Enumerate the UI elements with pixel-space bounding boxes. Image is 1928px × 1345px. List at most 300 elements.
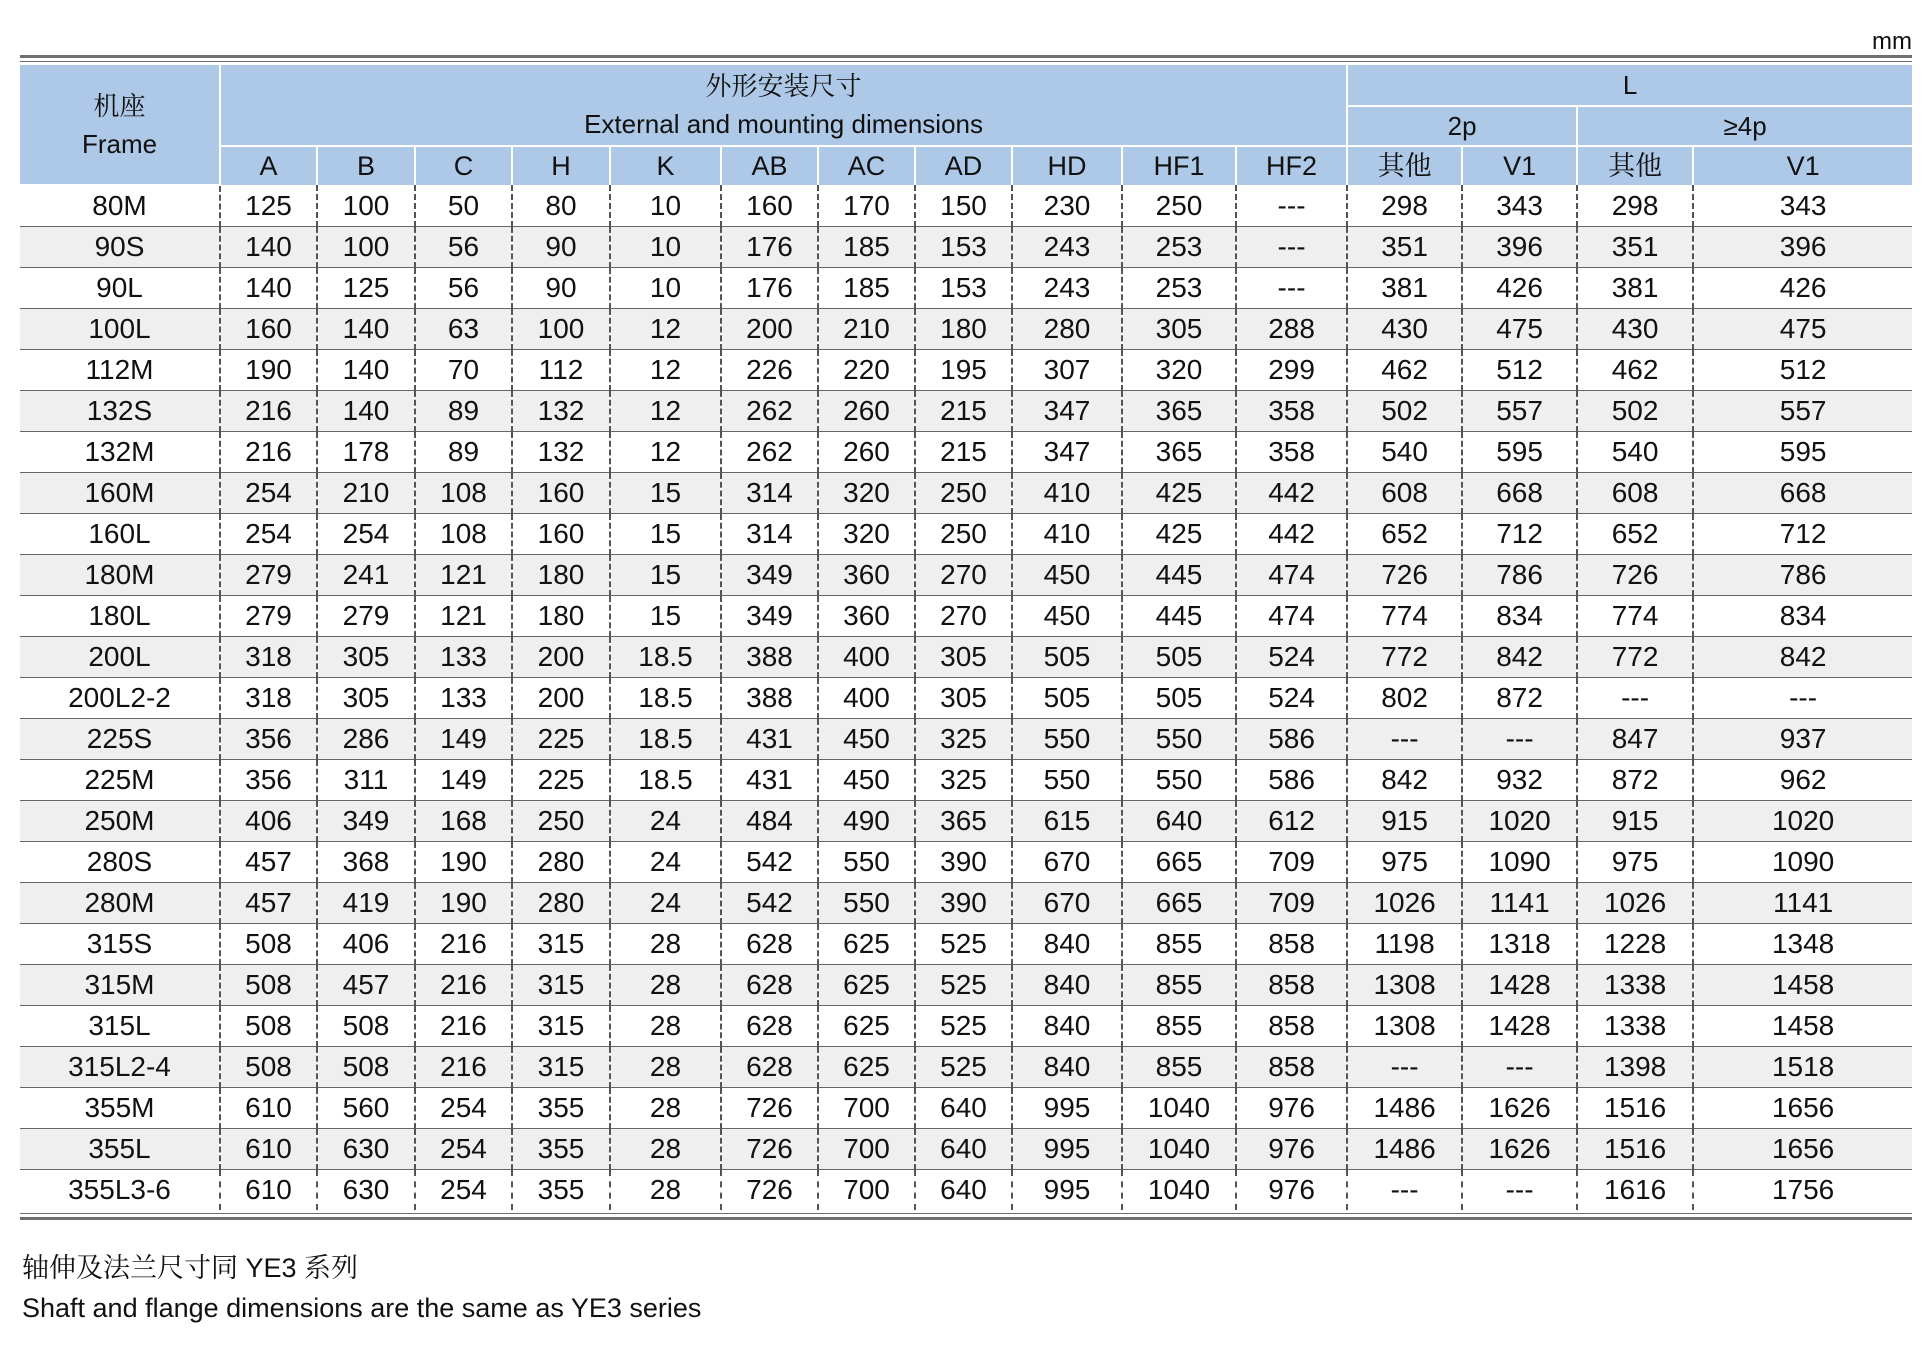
dimension-cell: 112 [512, 350, 610, 391]
dimension-cell: 1338 [1577, 965, 1693, 1006]
dimension-cell: 615 [1012, 801, 1122, 842]
dimension-cell: 318 [220, 678, 317, 719]
dimension-cell: 12 [610, 391, 721, 432]
col-header-a: A [220, 146, 317, 185]
frame-cell: 315L [20, 1006, 220, 1047]
dimension-cell: 442 [1236, 514, 1347, 555]
dimension-cell: 15 [610, 555, 721, 596]
dimension-cell: 670 [1012, 883, 1122, 924]
dimension-cell: 56 [415, 227, 512, 268]
dimension-cell: 550 [818, 842, 915, 883]
dimension-cell: 63 [415, 309, 512, 350]
table-row [20, 555, 1912, 596]
dimension-cell: 1626 [1462, 1129, 1577, 1170]
dimension-cell: 915 [1577, 801, 1693, 842]
dimension-cell: 185 [818, 227, 915, 268]
dimension-cell: 305 [915, 678, 1012, 719]
dimension-cell: 358 [1236, 432, 1347, 473]
dimension-cell: 320 [1122, 350, 1236, 391]
dimension-cell: 288 [1236, 309, 1347, 350]
dimension-cell: 505 [1012, 678, 1122, 719]
dimension-cell: 253 [1122, 268, 1236, 309]
dimension-cell: 1338 [1577, 1006, 1693, 1047]
dimension-cell: 557 [1462, 391, 1577, 432]
dimension-cell: 356 [220, 760, 317, 801]
dimension-cell: 305 [915, 637, 1012, 678]
table-row [20, 391, 1912, 432]
dimension-cell: 1020 [1462, 801, 1577, 842]
dimension-cell: 712 [1462, 514, 1577, 555]
footnote-en: Shaft and flange dimensions are the same as YE3 series [22, 1293, 702, 1323]
dimension-cell: 709 [1236, 842, 1347, 883]
dimension-cell: 390 [915, 883, 1012, 924]
dimension-cell: 1026 [1577, 883, 1693, 924]
dimension-cell: 140 [220, 268, 317, 309]
col-header-4p-v1: V1 [1693, 146, 1912, 185]
dimension-cell: 847 [1577, 719, 1693, 760]
dimension-cell: 315 [512, 1006, 610, 1047]
dimension-cell: --- [1462, 1047, 1577, 1088]
dimension-cell: 975 [1577, 842, 1693, 883]
dimension-cell: 542 [721, 883, 818, 924]
dimension-cell: 709 [1236, 883, 1347, 924]
table-row [20, 1006, 1912, 1047]
frame-cell: 315M [20, 965, 220, 1006]
dimension-cell: 260 [818, 391, 915, 432]
dimension-cell: 28 [610, 1129, 721, 1170]
dimension-cell: 855 [1122, 1047, 1236, 1088]
dimension-cell: 772 [1577, 637, 1693, 678]
dimension-cell: 28 [610, 1170, 721, 1211]
dimension-cell: 1656 [1693, 1088, 1912, 1129]
dimension-cell: 320 [818, 473, 915, 514]
dimension-cell: 442 [1236, 473, 1347, 514]
dimension-cell: 802 [1347, 678, 1462, 719]
frame-cell: 225S [20, 719, 220, 760]
frame-cell: 225M [20, 760, 220, 801]
dimension-cell: 1308 [1347, 965, 1462, 1006]
dimension-cell: 305 [317, 678, 415, 719]
table-row [20, 227, 1912, 268]
dimension-cell: 262 [721, 432, 818, 473]
dimension-cell: --- [1236, 185, 1347, 227]
col-header-h: H [512, 146, 610, 185]
dimension-cell: 160 [512, 514, 610, 555]
dimension-cell: 216 [415, 965, 512, 1006]
external-dimensions-en: External and mounting dimensions [584, 109, 983, 139]
table-row [20, 965, 1912, 1006]
dimension-cell: 628 [721, 924, 818, 965]
col-header-c: C [415, 146, 512, 185]
dimension-cell: 628 [721, 965, 818, 1006]
dimension-cell: 12 [610, 432, 721, 473]
frame-header [20, 65, 220, 185]
dimension-cell: 1656 [1693, 1129, 1912, 1170]
dimension-cell: 419 [317, 883, 415, 924]
dimension-cell: 505 [1012, 637, 1122, 678]
col-header-k: K [610, 146, 721, 185]
dimension-cell: 215 [915, 391, 1012, 432]
dimension-cell: 15 [610, 514, 721, 555]
dimension-cell: 253 [1122, 227, 1236, 268]
frame-cell: 160M [20, 473, 220, 514]
dimension-cell: 976 [1236, 1129, 1347, 1170]
dimension-cell: 355 [512, 1170, 610, 1211]
dimension-cell: 625 [818, 1047, 915, 1088]
dimension-cell: 365 [1122, 432, 1236, 473]
dimension-cell: 168 [415, 801, 512, 842]
dimension-cell: 262 [721, 391, 818, 432]
table-header [20, 65, 1912, 185]
dimension-cell: 108 [415, 473, 512, 514]
dimension-cell: 502 [1347, 391, 1462, 432]
dimension-cell: 356 [220, 719, 317, 760]
dimension-cell: 475 [1693, 309, 1912, 350]
dimension-cell: 550 [818, 883, 915, 924]
dimension-cell: 347 [1012, 391, 1122, 432]
frame-cell: 132S [20, 391, 220, 432]
dimension-cell: 220 [818, 350, 915, 391]
footnote-cn: 轴伸及法兰尺寸同 YE3 系列 [22, 1253, 359, 1283]
dimension-cell: 315 [512, 1047, 610, 1088]
dimension-cell: 381 [1577, 268, 1693, 309]
dimension-cell: 216 [415, 1006, 512, 1047]
dimension-cell: 305 [317, 637, 415, 678]
dimension-cell: 550 [1012, 719, 1122, 760]
dimension-cell: 178 [317, 432, 415, 473]
dimension-cell: 311 [317, 760, 415, 801]
dimension-cell: 133 [415, 637, 512, 678]
dimension-cell: 368 [317, 842, 415, 883]
dimension-cell: 355 [512, 1129, 610, 1170]
dimension-cell: 712 [1693, 514, 1912, 555]
dimension-cell: 932 [1462, 760, 1577, 801]
dimension-cell: 210 [818, 309, 915, 350]
dimension-cell: 430 [1577, 309, 1693, 350]
dimension-cell: 279 [317, 596, 415, 637]
dimension-cell: 190 [415, 883, 512, 924]
frame-cell: 280S [20, 842, 220, 883]
dimension-cell: 140 [220, 227, 317, 268]
dimension-cell: 610 [220, 1088, 317, 1129]
dimension-cell: 216 [415, 1047, 512, 1088]
dimension-cell: 834 [1693, 596, 1912, 637]
dimension-cell: 10 [610, 227, 721, 268]
dimension-cell: 625 [818, 1006, 915, 1047]
dimension-cell: 89 [415, 391, 512, 432]
dimension-cell: 1308 [1347, 1006, 1462, 1047]
dimension-cell: 307 [1012, 350, 1122, 391]
dimension-cell: 15 [610, 596, 721, 637]
dimension-cell: 318 [220, 637, 317, 678]
external-dimensions-header [220, 65, 1347, 146]
dimension-cell: 381 [1347, 268, 1462, 309]
frame-cell: 355M [20, 1088, 220, 1129]
dimension-cell: 640 [915, 1170, 1012, 1211]
dimension-cell: 625 [818, 924, 915, 965]
dimension-cell: 542 [721, 842, 818, 883]
dimension-cell: 842 [1347, 760, 1462, 801]
table-row [20, 1088, 1912, 1129]
dimension-cell: 1458 [1693, 1006, 1912, 1047]
frame-cell: 80M [20, 185, 220, 227]
dimension-cell: 525 [915, 1047, 1012, 1088]
dimension-cell: 976 [1236, 1170, 1347, 1211]
dimension-cell: 390 [915, 842, 1012, 883]
dimension-cell: 56 [415, 268, 512, 309]
dimension-cell: 279 [220, 596, 317, 637]
dimension-cell: 195 [915, 350, 1012, 391]
dimension-cell: 325 [915, 760, 1012, 801]
dimension-cell: 400 [818, 678, 915, 719]
dimension-cell: 640 [915, 1129, 1012, 1170]
col-header-4p-other: 其他 [1577, 146, 1693, 185]
dimension-cell: 153 [915, 268, 1012, 309]
footnote [22, 1248, 701, 1328]
dimension-cell: 540 [1577, 432, 1693, 473]
dimension-cell: 1428 [1462, 1006, 1577, 1047]
frame-cell: 100L [20, 309, 220, 350]
dimension-cell: 254 [415, 1170, 512, 1211]
dimension-cell: 1040 [1122, 1088, 1236, 1129]
dimension-cell: 726 [1577, 555, 1693, 596]
dimension-cell: 149 [415, 760, 512, 801]
dimension-cell: 365 [915, 801, 1012, 842]
dimension-cell: 100 [512, 309, 610, 350]
dimension-cell: --- [1236, 268, 1347, 309]
dimension-cell: 855 [1122, 1006, 1236, 1047]
dimension-cell: 254 [220, 514, 317, 555]
dimension-cell: 872 [1577, 760, 1693, 801]
dimension-cell: 1428 [1462, 965, 1577, 1006]
dimension-cell: 343 [1693, 185, 1912, 227]
dimension-cell: 406 [317, 924, 415, 965]
dimension-cell: 225 [512, 719, 610, 760]
dimension-cell: 347 [1012, 432, 1122, 473]
dimension-cell: 160 [721, 185, 818, 227]
dimension-cell: 445 [1122, 596, 1236, 637]
dimension-cell: 298 [1577, 185, 1693, 227]
dimension-cell: 610 [220, 1170, 317, 1211]
dimension-cell: 176 [721, 227, 818, 268]
dimension-cell: 360 [818, 596, 915, 637]
dimension-cell: 241 [317, 555, 415, 596]
table-row [20, 514, 1912, 555]
dimension-cell: 640 [1122, 801, 1236, 842]
dimension-cell: 365 [1122, 391, 1236, 432]
table-row [20, 432, 1912, 473]
frame-cell: 90S [20, 227, 220, 268]
dimension-cell: 299 [1236, 350, 1347, 391]
frame-cell: 90L [20, 268, 220, 309]
header-2p: 2p [1347, 106, 1577, 146]
dimension-cell: 190 [220, 350, 317, 391]
dimension-cell: 180 [512, 555, 610, 596]
dimension-cell: 700 [818, 1088, 915, 1129]
dimension-cell: 80 [512, 185, 610, 227]
dimension-cell: 89 [415, 432, 512, 473]
dimension-cell: 254 [317, 514, 415, 555]
dimension-cell: 200 [512, 637, 610, 678]
dimension-cell: 400 [818, 637, 915, 678]
dimension-cell: 254 [415, 1129, 512, 1170]
table-row [20, 924, 1912, 965]
col-header-hf1: HF1 [1122, 146, 1236, 185]
dimension-cell: 280 [512, 883, 610, 924]
dimension-cell: 1348 [1693, 924, 1912, 965]
dimension-cell: 726 [721, 1088, 818, 1129]
dimension-cell: 280 [1012, 309, 1122, 350]
col-header-ad: AD [915, 146, 1012, 185]
dimension-cell: 457 [220, 883, 317, 924]
dimension-cell: 700 [818, 1170, 915, 1211]
dimension-cell: 726 [1347, 555, 1462, 596]
dimension-cell: 325 [915, 719, 1012, 760]
frame-cell: 180M [20, 555, 220, 596]
dimension-cell: 608 [1347, 473, 1462, 514]
dimension-cell: 298 [1347, 185, 1462, 227]
dimension-cell: 180 [915, 309, 1012, 350]
table-bottom-rule [20, 1213, 1912, 1220]
dimension-cell: 18.5 [610, 637, 721, 678]
dimension-cell: 254 [220, 473, 317, 514]
dimension-cell: 243 [1012, 268, 1122, 309]
dimension-cell: 1040 [1122, 1129, 1236, 1170]
dimension-cell: 200 [512, 678, 610, 719]
dimension-cell: 12 [610, 309, 721, 350]
external-dimensions-cn: 外形安装尺寸 [705, 71, 862, 101]
dimension-cell: 358 [1236, 391, 1347, 432]
dimension-cell: 505 [1122, 637, 1236, 678]
dimension-cell: 508 [220, 1047, 317, 1088]
dimension-cell: 250 [1122, 185, 1236, 227]
dimension-cell: 176 [721, 268, 818, 309]
dimension-cell: 28 [610, 1047, 721, 1088]
dimension-cell: 508 [220, 965, 317, 1006]
frame-cell: 132M [20, 432, 220, 473]
dimension-cell: 133 [415, 678, 512, 719]
dimension-cell: 410 [1012, 514, 1122, 555]
dimension-cell: 225 [512, 760, 610, 801]
table-row [20, 842, 1912, 883]
dimension-cell: 840 [1012, 1006, 1122, 1047]
dimension-cell: 640 [915, 1088, 1012, 1129]
dimension-cell: 190 [415, 842, 512, 883]
dimension-cell: 525 [915, 924, 1012, 965]
dimension-cell: 842 [1462, 637, 1577, 678]
table-row [20, 801, 1912, 842]
dimension-cell: 149 [415, 719, 512, 760]
dimension-cell: 426 [1462, 268, 1577, 309]
dimension-cell: 858 [1236, 965, 1347, 1006]
table-row [20, 719, 1912, 760]
dimension-cell: 774 [1577, 596, 1693, 637]
frame-cell: 315S [20, 924, 220, 965]
dimension-cell: 100 [317, 227, 415, 268]
dimension-cell: 450 [818, 719, 915, 760]
dimension-cell: 108 [415, 514, 512, 555]
dimension-cell: 834 [1462, 596, 1577, 637]
dimension-cell: 612 [1236, 801, 1347, 842]
dimension-cell: 28 [610, 1006, 721, 1047]
dimension-cell: 160 [512, 473, 610, 514]
dimension-cell: 28 [610, 1088, 721, 1129]
dimension-cell: 286 [317, 719, 415, 760]
dimension-cell: 1518 [1693, 1047, 1912, 1088]
dimension-cell: 450 [1012, 596, 1122, 637]
dimension-cell: 505 [1122, 678, 1236, 719]
dimension-cell: 1228 [1577, 924, 1693, 965]
frame-cell: 315L2-4 [20, 1047, 220, 1088]
dimension-cell: 524 [1236, 678, 1347, 719]
col-header-2p-other: 其他 [1347, 146, 1462, 185]
dimension-cell: 595 [1462, 432, 1577, 473]
dimension-cell: 260 [818, 432, 915, 473]
dimension-cell: 995 [1012, 1170, 1122, 1211]
frame-cell: 200L [20, 637, 220, 678]
dimension-cell: 388 [721, 678, 818, 719]
dimension-cell: 425 [1122, 514, 1236, 555]
frame-cell: 280M [20, 883, 220, 924]
dimension-cell: 995 [1012, 1129, 1122, 1170]
dimension-cell: 976 [1236, 1088, 1347, 1129]
dimension-cell: 243 [1012, 227, 1122, 268]
dimension-cell: 396 [1693, 227, 1912, 268]
dimension-cell: 280 [512, 842, 610, 883]
dimension-cell: --- [1347, 719, 1462, 760]
dimension-cell: 628 [721, 1047, 818, 1088]
dimension-cell: 1090 [1462, 842, 1577, 883]
dimension-cell: 121 [415, 596, 512, 637]
dimension-cell: 595 [1693, 432, 1912, 473]
dimension-cell: 226 [721, 350, 818, 391]
table-row [20, 1129, 1912, 1170]
dimensions-table-container [20, 55, 1912, 1220]
dimension-cell: 170 [818, 185, 915, 227]
dimension-cell: 484 [721, 801, 818, 842]
dimension-cell: --- [1347, 1047, 1462, 1088]
dimension-cell: 540 [1347, 432, 1462, 473]
dimension-cell: 557 [1693, 391, 1912, 432]
dimension-cell: 215 [915, 432, 1012, 473]
frame-cell: 200L2-2 [20, 678, 220, 719]
dimension-cell: 457 [220, 842, 317, 883]
dimension-cell: 858 [1236, 1047, 1347, 1088]
dimension-cell: 315 [512, 965, 610, 1006]
dimension-cell: 150 [915, 185, 1012, 227]
dimension-cell: 668 [1462, 473, 1577, 514]
dimension-cell: 90 [512, 227, 610, 268]
dimension-cell: 230 [1012, 185, 1122, 227]
dimension-cell: 524 [1236, 637, 1347, 678]
dimension-cell: 216 [415, 924, 512, 965]
dimension-cell: 121 [415, 555, 512, 596]
dimension-cell: 586 [1236, 760, 1347, 801]
dimension-cell: 625 [818, 965, 915, 1006]
header-4p: ≥4p [1577, 106, 1912, 146]
frame-header-en: Frame [81, 128, 158, 159]
dimension-cell: 314 [721, 473, 818, 514]
dimension-cell: --- [1236, 227, 1347, 268]
dimension-cell: 125 [220, 185, 317, 227]
dimension-cell: 305 [1122, 309, 1236, 350]
dimension-cell: --- [1462, 1170, 1577, 1211]
dimension-cell: 1756 [1693, 1170, 1912, 1211]
dimension-cell: 858 [1236, 924, 1347, 965]
table-row [20, 185, 1912, 227]
dimension-cell: 216 [220, 391, 317, 432]
dimension-cell: 24 [610, 842, 721, 883]
